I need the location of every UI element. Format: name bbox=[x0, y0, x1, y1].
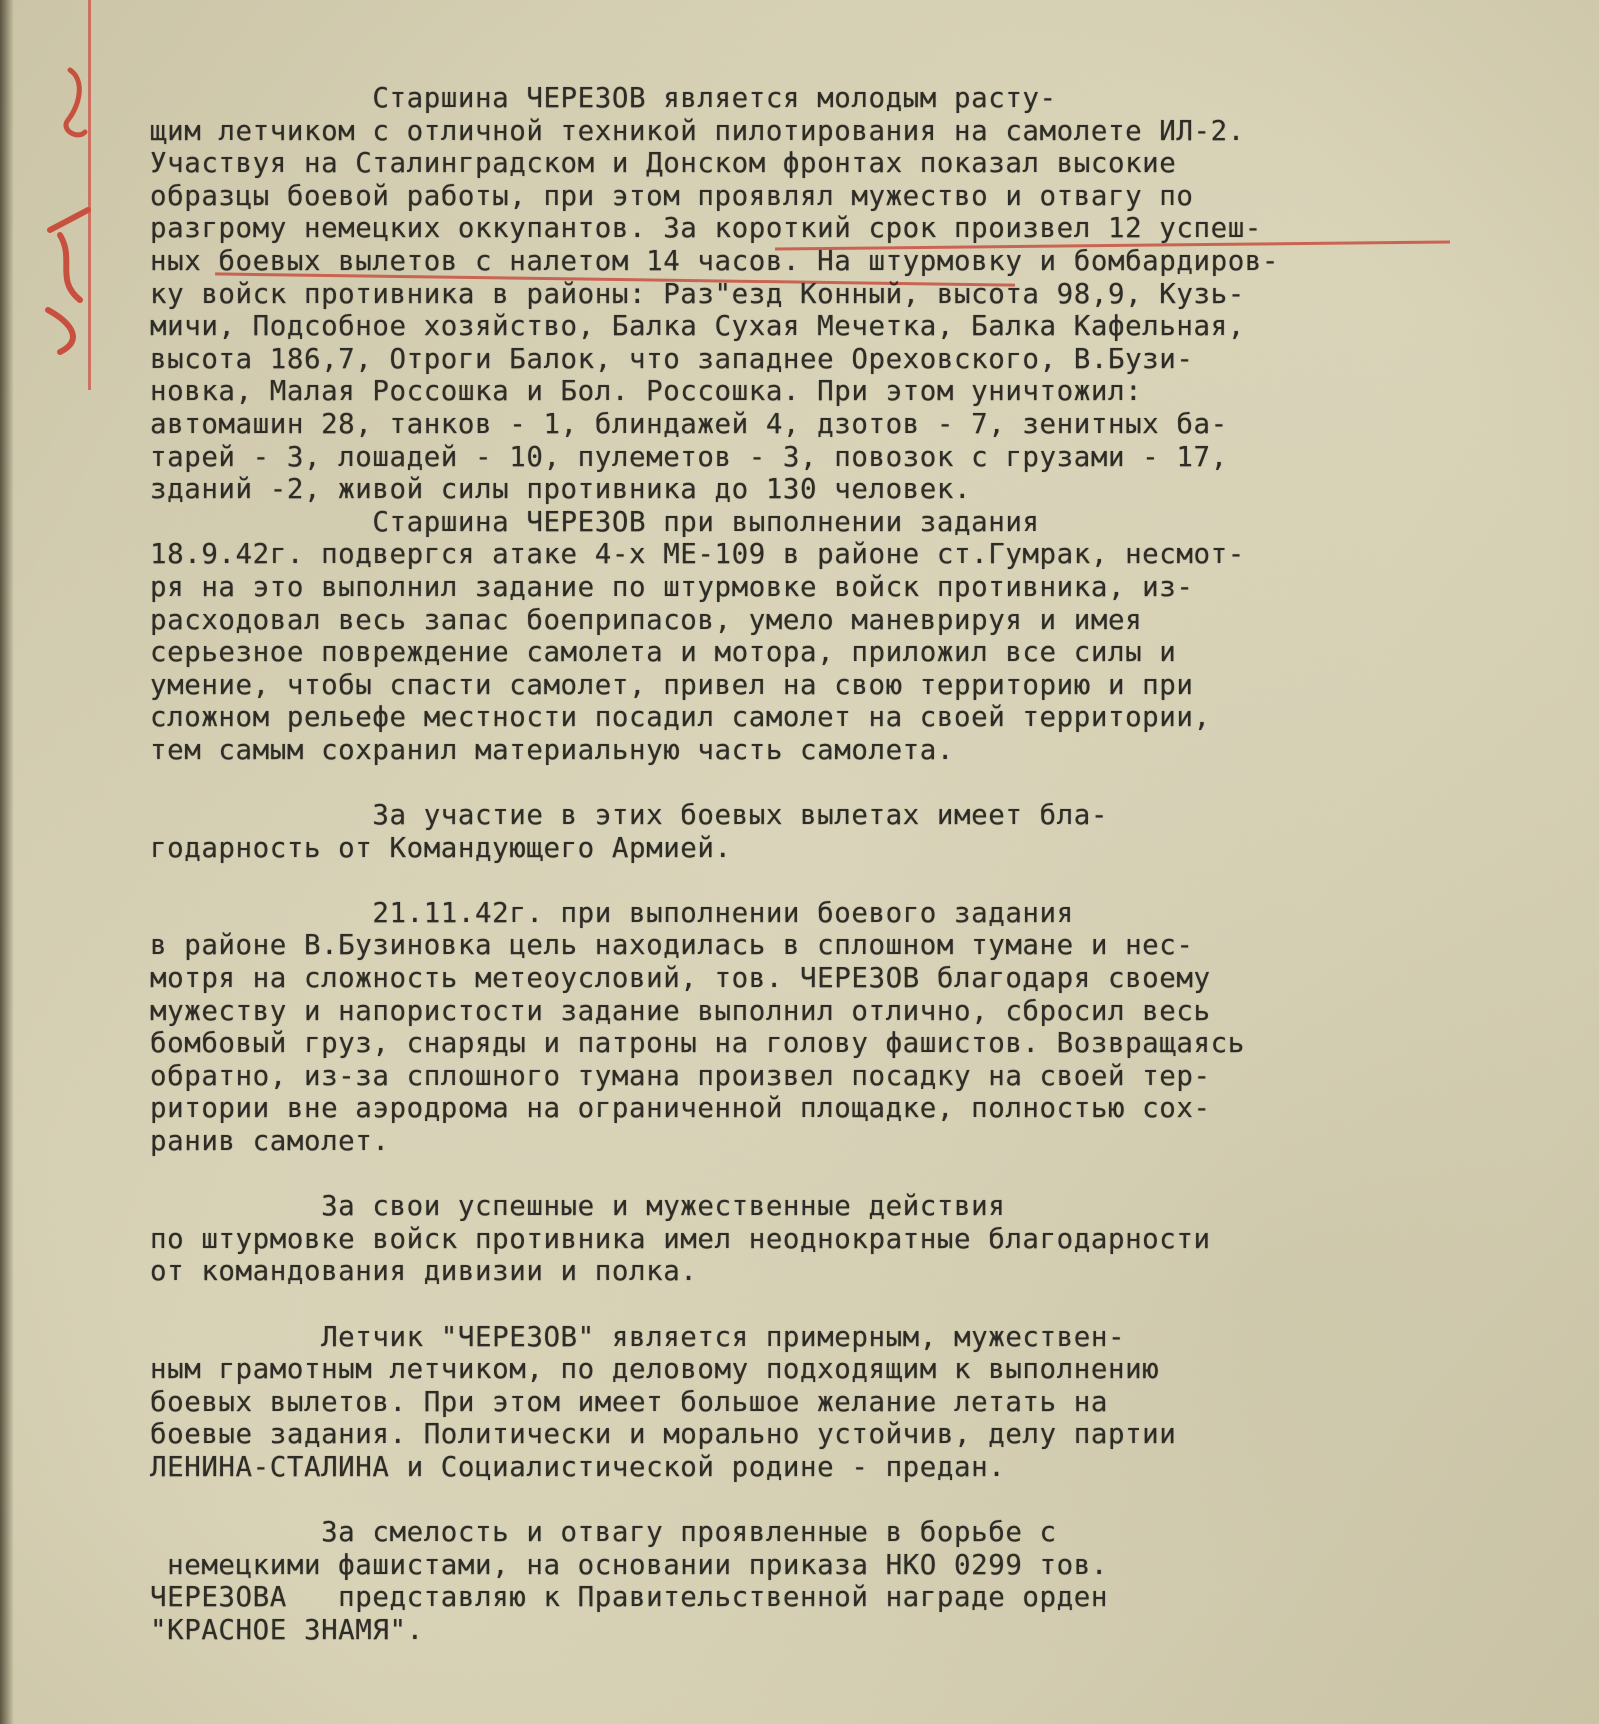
text-line: автомашин 28, танков - 1, блиндажей 4, дзотов - 7, зенитных ба- bbox=[150, 407, 1228, 440]
text-line: ЧЕРЕЗОВА представляю к Правительственной награде орден bbox=[150, 1581, 1108, 1614]
text-line: тем самым сохранил материальную часть самолета. bbox=[150, 733, 955, 766]
text-line: от командования дивизии и полка. bbox=[150, 1255, 698, 1288]
text-line: Летчик "ЧЕРЕЗОВ" является примерным, мужествен- bbox=[150, 1320, 1126, 1353]
text-line: боевые задания. Политически и морально устойчив, делу партии bbox=[150, 1418, 1177, 1451]
text-line: немецкими фашистами, на основании приказа НКО 0299 тов. bbox=[150, 1548, 1108, 1581]
text-line: ным грамотным летчиком, по деловому подходящим к выполнению bbox=[150, 1353, 1160, 1386]
text-line: бомбовый груз, снаряды и патроны на голову фашистов. Возвращаясь bbox=[150, 1027, 1245, 1060]
text-line bbox=[150, 864, 1550, 897]
text-line: Старшина ЧЕРЕЗОВ является молодым расту- bbox=[150, 82, 1057, 114]
text-line: серьезное повреждение самолета и мотора, приложил все силы и bbox=[150, 636, 1177, 669]
text-line bbox=[150, 1288, 1550, 1321]
text-line: щим летчиком с отличной техникой пилотирования на самолете ИЛ-2. bbox=[150, 114, 1245, 147]
text-line bbox=[150, 1484, 1550, 1517]
text-line: боевых вылетов. При этом имеет большое желание летать на bbox=[150, 1385, 1108, 1418]
text-line: умение, чтобы спасти самолет, привел на свою территорию и при bbox=[150, 668, 1194, 701]
text-line: ку войск противника в районы: Раз"езд Конный, высота 98,9, Кузь- bbox=[150, 277, 1245, 310]
text-line: зданий -2, живой силы противника до 130 человек. bbox=[150, 473, 972, 506]
text-line: расходовал весь запас боеприпасов, умело маневрируя и имея bbox=[150, 603, 1143, 636]
page-edge-shadow bbox=[0, 0, 14, 1724]
text-line: 18.9.42г. подвергся атаке 4-х МЕ-109 в районе ст.Гумрак, несмот- bbox=[150, 538, 1245, 571]
text-line: 21.11.42г. при выполнении боевого задания bbox=[150, 896, 1074, 929]
text-line: За участие в этих боевых вылетах имеет бла- bbox=[150, 799, 1108, 832]
text-line bbox=[150, 1158, 1550, 1191]
text-line: За свои успешные и мужественные действия bbox=[150, 1190, 1006, 1223]
text-line: ных боевых вылетов с налетом 14 часов. На штурмовку и бомбардиров- bbox=[150, 244, 1280, 277]
text-line: в районе В.Бузиновка цель находилась в сплошном тумане и нес- bbox=[150, 929, 1194, 962]
text-line: тарей - 3, лошадей - 10, пулеметов - 3, повозок с грузами - 17, bbox=[150, 440, 1228, 473]
text-line: обратно, из-за сплошного тумана произвел посадку на своей тер- bbox=[150, 1059, 1211, 1092]
text-line: годарность от Командующего Армией. bbox=[150, 831, 732, 864]
text-line: сложном рельефе местности посадил самолет на своей территории, bbox=[150, 701, 1211, 734]
text-line: Участвуя на Сталинградском и Донском фронтах показал высокие bbox=[150, 147, 1177, 180]
text-line: ря на это выполнил задание по штурмовке войск противника, из- bbox=[150, 570, 1194, 603]
text-line: образцы боевой работы, при этом проявлял мужество и отвагу по bbox=[150, 179, 1194, 212]
text-line: Старшина ЧЕРЕЗОВ при выполнении задания bbox=[150, 505, 1040, 538]
text-line: мичи, Подсобное хозяйство, Балка Сухая Мечетка, Балка Кафельная, bbox=[150, 310, 1245, 343]
text-line: За смелость и отвагу проявленные в борьбе с bbox=[150, 1516, 1057, 1549]
text-line: по штурмовке войск противника имел неоднократные благодарности bbox=[150, 1222, 1211, 1255]
handwritten-margin-note bbox=[30, 60, 110, 360]
text-line: ранив самолет. bbox=[150, 1125, 390, 1157]
document-body bbox=[150, 82, 1550, 1647]
text-line: мужеству и напористости задание выполнил отлично, сбросил весь bbox=[150, 994, 1211, 1027]
text-line: мотря на сложность метеоусловий, тов. ЧЕРЕЗОВ благодаря своему bbox=[150, 962, 1211, 995]
text-line: ЛЕНИНА-СТАЛИНА и Социалистической родине - предан. bbox=[150, 1450, 1006, 1483]
text-line: разгрому немецких оккупантов. За короткий срок произвел 12 успеш- bbox=[150, 212, 1262, 245]
text-line bbox=[150, 766, 1550, 799]
text-line: ритории вне аэродрома на ограниченной площадке, полностью сох- bbox=[150, 1092, 1211, 1125]
text-line: "КРАСНОЕ ЗНАМЯ". bbox=[150, 1613, 424, 1646]
text-line: высота 186,7, Отроги Балок, что западнее Ореховского, В.Бузи- bbox=[150, 342, 1194, 375]
text-line: новка, Малая Россошка и Бол. Россошка. При этом уничтожил: bbox=[150, 375, 1143, 408]
